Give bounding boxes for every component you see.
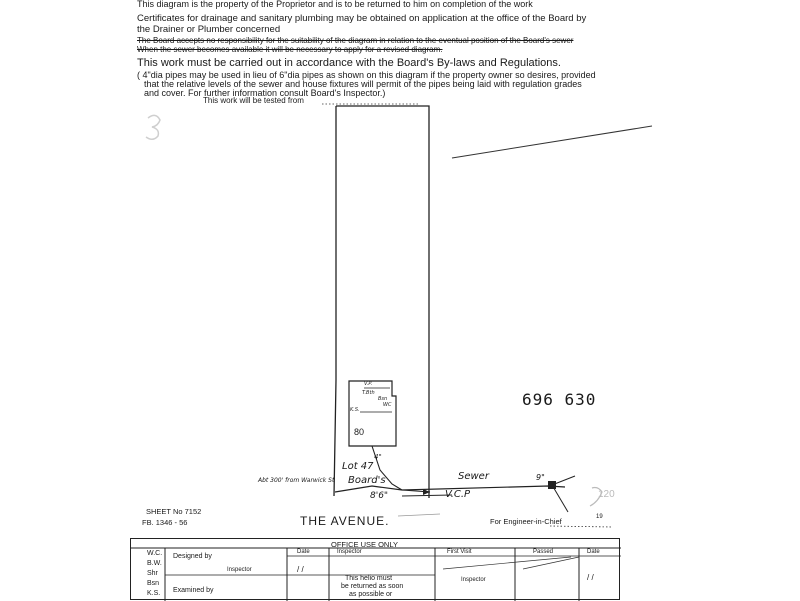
building-label: 80 (354, 427, 365, 437)
fixture-ks: K.S. (350, 407, 360, 413)
helio-note-1: This helio must (345, 575, 393, 582)
boards-label: Board's (348, 475, 386, 486)
office-use-title: OFFICE USE ONLY (331, 540, 398, 549)
tested-from-label: This work will be tested from (203, 96, 304, 105)
examined-by-label: Examined by (173, 587, 214, 594)
sewer-branch-2 (552, 485, 568, 512)
sewer-branch-1 (552, 476, 575, 485)
distance-note: Abt 300' from Warwick St (258, 477, 335, 484)
pipes-note-3: and cover. For further information consult Board's Inspector.) (144, 88, 386, 98)
vcp-label: V.C.P (445, 489, 471, 500)
fixture-bath: T.Bth (362, 390, 375, 396)
sewer-label: Sewer (458, 471, 489, 482)
fixture-basin: Bsn (378, 396, 388, 402)
inspector-header: Inspector (337, 549, 362, 555)
reference-line (452, 126, 652, 158)
street-underline (398, 514, 440, 516)
sheet-number: SHEET No 7152 (146, 507, 202, 516)
lot-boundary-east (336, 106, 429, 498)
inspector-label-2: Inspector (461, 577, 486, 583)
property-notice: This diagram is the property of the Proprietor and is to be returned to him on completion of the work (137, 0, 533, 9)
pipes-note-2: that the relative levels of the sewer and house fixtures will permit of the pipes being laid with regulation grades (144, 79, 582, 89)
engineer-in-chief: For Engineer-in-Chief (490, 517, 562, 526)
row-label-shr: Shr (147, 570, 158, 577)
year-mark: 19 (596, 514, 603, 520)
lot-boundary-west (334, 106, 336, 496)
date-fill-1: / / (297, 565, 304, 574)
passed-header: Passed (533, 549, 554, 555)
pipes-note-1: ( 4"dia pipes may be used in lieu of 6"dia pipes as shown on this diagram if the property owner so desires, provided (137, 70, 596, 80)
designed-by-label: Designed by (173, 553, 212, 560)
margin-mark (146, 115, 160, 139)
sewer-size-label: 9" (536, 473, 545, 482)
pipe-size-label: 4" (374, 453, 382, 461)
fb-reference: FB. 1346 - 56 (142, 518, 188, 527)
certificates-notice-cont: the Drainer or Plumber concerned (137, 24, 281, 35)
helio-note-2: be returned as soon (341, 583, 404, 590)
row-label-bw: B.W. (147, 560, 162, 567)
engineer-dotted-line (550, 526, 612, 527)
date-header-2: Date (587, 549, 600, 555)
helio-note-3: as possible or (349, 591, 393, 598)
row-label-ks: K.S. (147, 590, 161, 597)
plan-number: 696 630 (522, 390, 597, 409)
office-use-table (130, 538, 620, 600)
fixture-vp: V.P. (364, 381, 373, 387)
date-header-1: Date (297, 549, 310, 555)
first-visit-header: First Visit (447, 549, 472, 555)
inspector-label-1: Inspector (227, 567, 252, 573)
side-mark: 120 (598, 489, 615, 500)
row-label-wc: W.C. (147, 550, 163, 557)
fixture-wc: WC (383, 402, 392, 408)
row-label-bsn: Bsn (147, 580, 160, 587)
sewer-depth-label: 8'6" (370, 491, 389, 501)
lot-label: Lot 47 (342, 461, 374, 472)
bylaws-notice: This work must be carried out in accordance with the Board's By-laws and Regulations. (137, 57, 561, 69)
struck-notice-1: The Board accepts no responsibility for the suitability of the diagram in relation to the eventual position of the Board's sewer (137, 36, 574, 45)
street-name: THE AVENUE. (300, 514, 390, 528)
date-fill-2: / / (587, 573, 594, 582)
struck-notice-2: When the sewer becomes available it will be necessary to apply for a revised diagram. (137, 45, 443, 54)
certificates-notice: Certificates for drainage and sanitary plumbing may be obtained on application at the office of the Board by (137, 13, 587, 24)
